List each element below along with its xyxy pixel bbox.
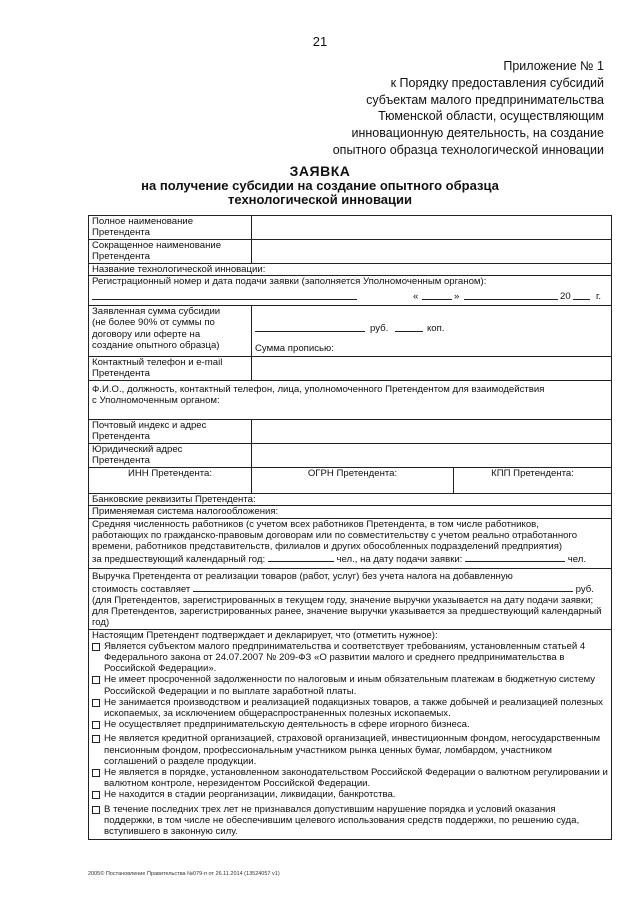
checkbox[interactable]	[92, 735, 100, 743]
rub-label: руб.	[370, 323, 389, 335]
checkbox[interactable]	[92, 769, 100, 777]
subsidy-label: Заявленная сумма субсидии (не более 90% от суммы по договору или оферте на создание опытного образца)	[89, 306, 252, 357]
subsidy-rub-line[interactable]	[255, 322, 365, 332]
row-tax-system	[89, 506, 612, 518]
checkbox[interactable]	[92, 643, 100, 651]
appendix-line: Тюменской области, осуществляющим	[378, 109, 604, 124]
reg-quote-open: «	[413, 291, 419, 303]
page-number: 21	[312, 34, 328, 49]
row-registration	[89, 276, 612, 306]
sum-words-field[interactable]: Сумма прописью:	[252, 343, 612, 357]
revenue-amount-line[interactable]	[193, 582, 573, 592]
row-innovation-name	[89, 264, 612, 276]
document-title	[0, 164, 640, 208]
subsidy-amount-field	[252, 306, 612, 343]
declaration-item: Не имеет просроченной задолженности по налоговым и иным обязательным платежам в бюджетную систему Российской Федерации и по выплате заработной платы.	[92, 674, 608, 696]
postal-address-field[interactable]	[252, 420, 612, 444]
appendix-line: инновационную деятельность, на создание	[351, 126, 604, 141]
title-sub: технологической инновации	[228, 192, 412, 207]
short-name-label: Сокращенное наименование Претендента	[89, 240, 252, 264]
contact-phone-field[interactable]	[252, 357, 612, 381]
reg-quote-close: »	[454, 291, 460, 303]
appendix-line: Приложение № 1	[503, 59, 604, 73]
reg-year-suffix: г.	[596, 291, 601, 303]
row-postal-address	[89, 420, 612, 444]
reg-day-line[interactable]	[422, 290, 452, 300]
kpp-field[interactable]: КПП Претендента:	[454, 468, 612, 494]
title-sub: на получение субсидии на создание опытного образца	[141, 177, 499, 193]
application-form	[88, 215, 612, 840]
ogrn-field[interactable]: ОГРН Претендента:	[252, 468, 454, 494]
declaration-item: Не занимается производством и реализацией подакцизных товаров, а также добычей и реализацией полезных ископаемых, за исключением общераспространенных полезных ископаемых.	[92, 697, 608, 719]
checkbox[interactable]	[92, 791, 100, 799]
row-bank	[89, 494, 612, 506]
declaration-item: Не находится в стадии реорганизации, ликвидации, банкротства.	[92, 789, 608, 803]
appendix-line: к Порядку предоставления субсидий	[390, 75, 604, 90]
reg-year: 20	[560, 291, 571, 303]
reg-year-line[interactable]	[573, 290, 590, 300]
row-subsidy-sum	[89, 306, 612, 343]
checkbox[interactable]	[92, 721, 100, 729]
row-short-name	[89, 240, 612, 264]
row-authorized-person	[89, 381, 612, 420]
full-name-label: Полное наименование Претендента	[89, 216, 252, 240]
appendix-header	[244, 58, 604, 159]
row-employees	[89, 518, 612, 568]
declaration-item: Является субъектом малого предпринимательства и соответствует требованиям, установленным статьей 4 Федерального закона от 24.07.2007 № 209-ФЗ «О развитии малого и среднего предпринимательства в Российской Федерации».	[92, 641, 608, 675]
row-contact-phone	[89, 357, 612, 381]
bank-field[interactable]: Банковские реквизиты Претендента:	[89, 494, 612, 506]
footer-note: 2005© Постановление Правительства №079-п от 26.11.2014 (13524057 v1)	[88, 871, 280, 877]
row-full-name	[89, 216, 612, 240]
checkbox[interactable]	[92, 676, 100, 684]
row-inn-ogrn-kpp	[89, 468, 612, 494]
checkbox[interactable]	[92, 806, 100, 814]
innovation-name-field[interactable]: Название технологической инновации:	[89, 264, 612, 276]
legal-address-label: Юридический адрес Претендента	[89, 444, 252, 468]
row-legal-address	[89, 444, 612, 468]
kop-label: коп.	[427, 323, 445, 335]
checkbox[interactable]	[92, 699, 100, 707]
employees-last-year-line[interactable]	[268, 552, 334, 562]
contact-phone-label: Контактный телефон и e-mail Претендента	[89, 357, 252, 381]
row-revenue	[89, 568, 612, 629]
appendix-line: субъектам малого предпринимательства	[366, 92, 604, 107]
subsidy-kop-line[interactable]	[395, 322, 423, 332]
employees-field: Средняя численность работников (с учетом всех работников Претендента, в том числе работников, работающих по гражданско-правовым договорам или по совместительству с учетом реально отработанного времени, работников представительств, филиалов и других обособленных подразделений предприятия) за предшествующий календарный год: чел., на дату подачи заявки: чел.	[89, 518, 612, 568]
declaration-item: Не является кредитной организацией, страховой организацией, инвестиционным фондом, негосударственным пенсионным фондом, профессиональным участником рынка ценных бумаг, ломбардом, участником соглашений о разделе продукции.	[92, 733, 608, 767]
title-main: ЗАЯВКА	[289, 163, 351, 179]
declaration-item: Не является в порядке, установленном законодательством Российской Федерации о валютном регулировании и валютном контроле, нерезидентом Российской Федерации.	[92, 767, 608, 789]
reg-number-line[interactable]	[92, 290, 357, 300]
employees-current-line[interactable]	[465, 552, 565, 562]
tax-system-field[interactable]: Применяемая система налогообложения:	[89, 506, 612, 518]
declaration-field: Настоящим Претендент подтверждает и декларирует, что (отметить нужное): Является субъектом малого предпринимательства и соответствует требованиям, установленным статьей 4 Федерального закона от 24.07.2007 № 209-ФЗ «О развитии малого и среднего предпринимательства в Российской Федерации». Не имеет просроченной задолженности по налоговым и иным обязательным платежам в бюджетную систему Российской Федерации и по выплате заработной платы. Не занимается производством и реализацией подакцизных товаров, а также добычей и реализацией полезных ископаемых, за исключением общераспространенных полезных ископаемых. Не осуществляет предпринимательскую деятельность в сфере игорного бизнеса. Не является кредитной организацией, страховой организацией, инвестиционным фондом, негосударственным пенсионным фондом, профессиональным участником рынка ценных бумаг, ломбардом, участником соглашений о разделе продукции. Не является в порядке, установленном законодательством Российской Федерации о валютном регулировании и валютном контроле, нерезидентом Российской Федерации. Не находится в стадии реорганизации, ликвидации, банкротства. В течение последних трех лет не признавался допустившим нарушение порядка и условий оказания поддержки, в том числе не обеспечившим целевого использования средств поддержки, по решению суда, вступившего в законную силу.	[89, 629, 612, 840]
short-name-field[interactable]	[252, 240, 612, 264]
declaration-item: В течение последних трех лет не признавался допустившим нарушение порядка и условий оказания поддержки, в том числе не обеспечившим целевого использования средств поддержки, по решению суда, вступившего в законную силу.	[92, 804, 608, 838]
full-name-field[interactable]	[252, 216, 612, 240]
inn-field[interactable]: ИНН Претендента:	[89, 468, 252, 494]
appendix-line: опытного образца технологической инновации	[332, 142, 604, 157]
authorized-person-field[interactable]: Ф.И.О., должность, контактный телефон, лица, уполномоченного Претендентом для взаимодействия с Уполномоченным органом:	[89, 381, 612, 420]
declaration-item: Не осуществляет предпринимательскую деятельность в сфере игорного бизнеса.	[92, 719, 608, 733]
reg-month-line[interactable]	[464, 290, 558, 300]
legal-address-field[interactable]	[252, 444, 612, 468]
revenue-field: Выручка Претендента от реализации товаров (работ, услуг) без учета налога на добавленную стоимость составляет руб. (для Претендентов, зарегистрированных в текущем году, значение выручки указывается на дату подачи заявки; для Претендентов, зарегистрированных ранее, значение выручки указывается за предшествующий календарный год)	[89, 568, 612, 629]
registration-field: Регистрационный номер и дата подачи заявки (заполняется Уполномоченным органом): « » 20 г.	[89, 276, 612, 306]
postal-address-label: Почтовый индекс и адрес Претендента	[89, 420, 252, 444]
row-declaration	[89, 629, 612, 840]
